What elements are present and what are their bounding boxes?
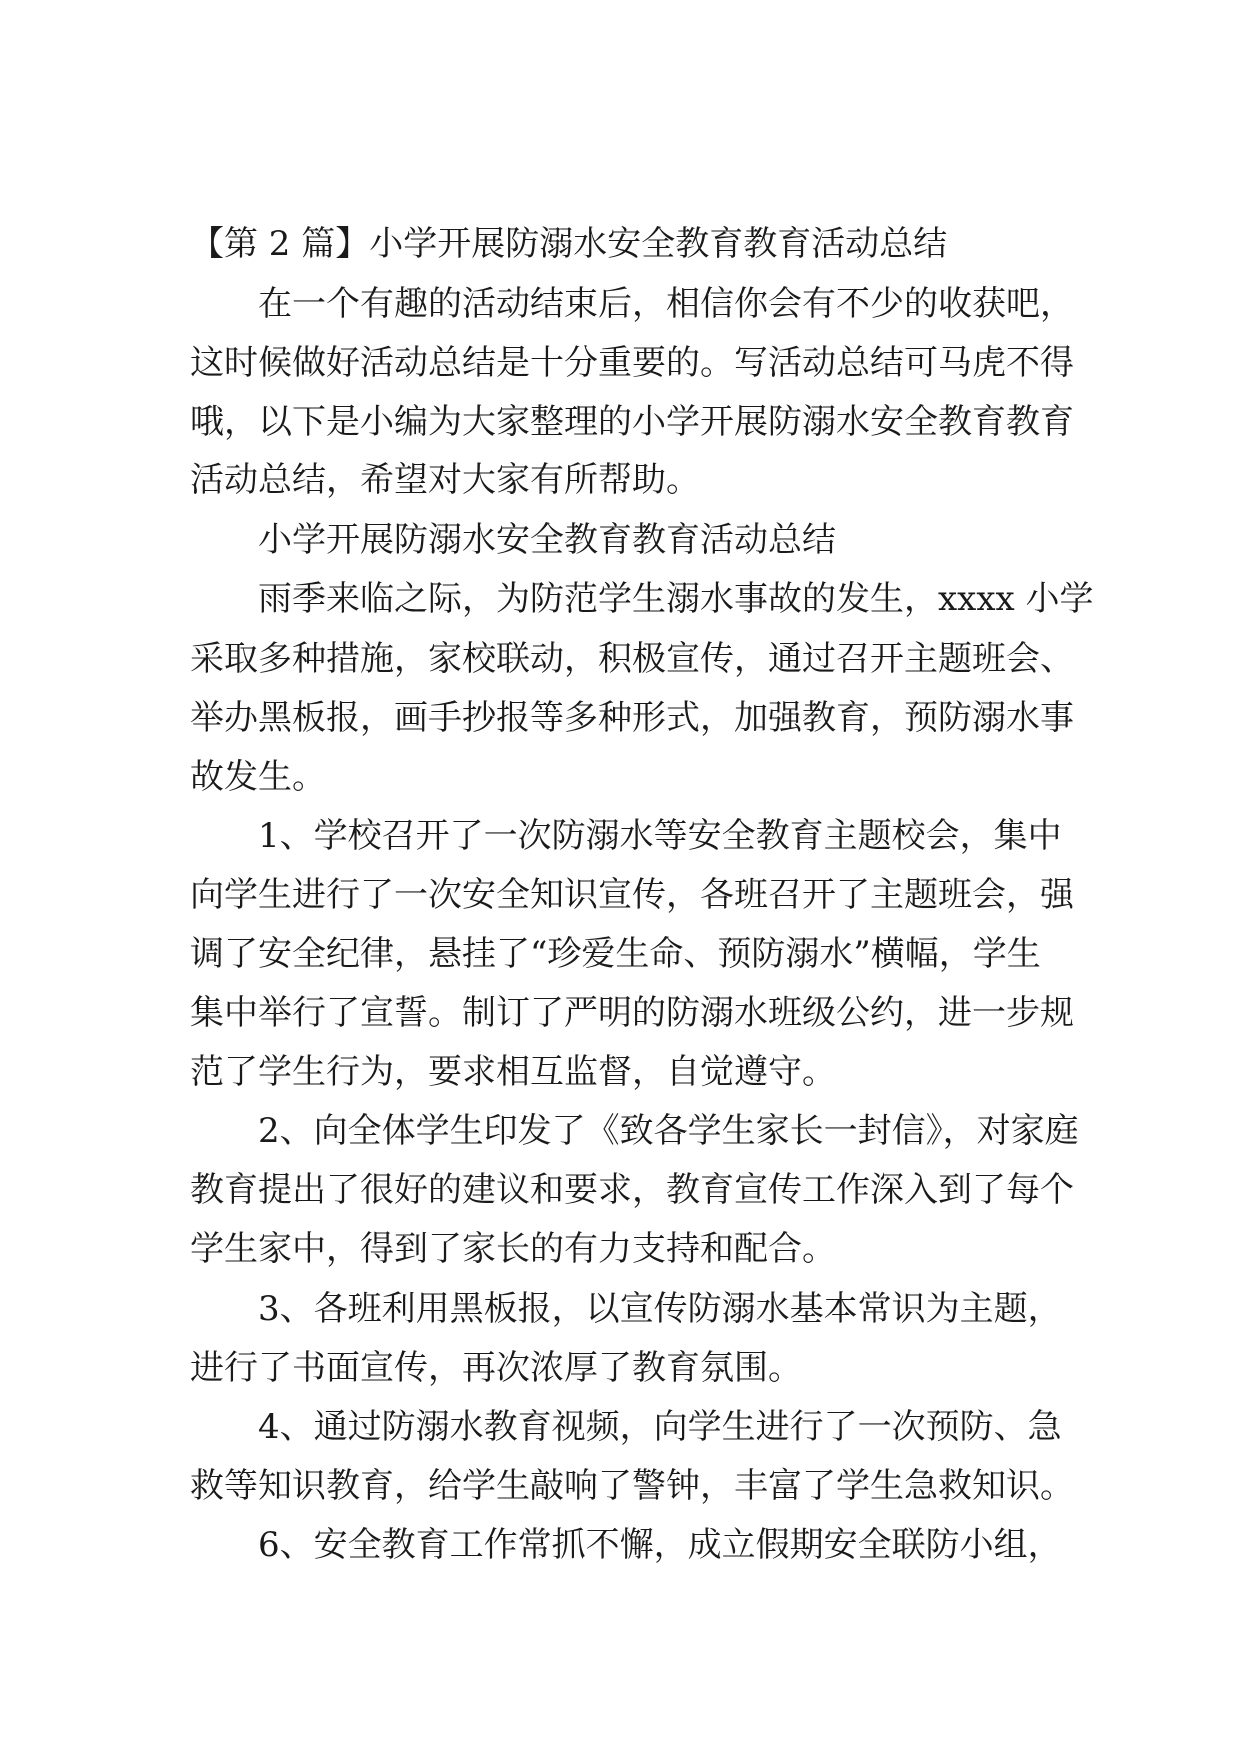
paragraph-line: 3、各班利用黑板报，以宣传防溺水基本常识为主题， (258, 1289, 1062, 1329)
paragraph-line: 采取多种措施，家校联动，积极宣传，通过召开主题班会、 (190, 639, 1074, 679)
paragraph-line: 4、通过防溺水教育视频，向学生进行了一次预防、急 (258, 1407, 1062, 1447)
paragraph-line: 活动总结，希望对大家有所帮助。 (190, 460, 700, 500)
paragraph-line: 向学生进行了一次安全知识宣传，各班召开了主题班会，强 (190, 875, 1074, 915)
paragraph-line: 哦，以下是小编为大家整理的小学开展防溺水安全教育教育 (190, 402, 1074, 442)
paragraph-line: 2、向全体学生印发了《致各学生家长一封信》，对家庭 (258, 1111, 1079, 1151)
paragraph-line: 雨季来临之际，为防范学生溺水事故的发生，xxxx 小学 (258, 579, 1094, 619)
paragraph-line: 故发生。 (190, 757, 326, 797)
section-heading: 小学开展防溺水安全教育教育活动总结 (258, 520, 836, 560)
paragraph-line: 学生家中，得到了家长的有力支持和配合。 (190, 1229, 836, 1269)
paragraph-line: 教育提出了很好的建议和要求，教育宣传工作深入到了每个 (190, 1170, 1074, 1210)
paragraph-line: 1、学校召开了一次防溺水等安全教育主题校会，集中 (258, 816, 1062, 856)
paragraph-line: 进行了书面宣传，再次浓厚了教育氛围。 (190, 1348, 802, 1388)
paragraph-line: 集中举行了宣誓。制订了严明的防溺水班级公约，进一步规 (190, 993, 1074, 1033)
paragraph-line: 救等知识教育，给学生敲响了警钟，丰富了学生急救知识。 (190, 1466, 1074, 1506)
paragraph-line: 在一个有趣的活动结束后，相信你会有不少的收获吧， (258, 284, 1074, 324)
paragraph-line: 这时候做好活动总结是十分重要的。写活动总结可马虎不得 (190, 343, 1074, 383)
paragraph-line: 调了安全纪律，悬挂了“珍爱生命、预防溺水”横幅，学生 (190, 934, 1041, 974)
paragraph-line: 范了学生行为，要求相互监督，自觉遵守。 (190, 1052, 836, 1092)
document-title: 【第 2 篇】小学开展防溺水安全教育教育活动总结 (190, 224, 948, 264)
paragraph-line: 举办黑板报，画手抄报等多种形式，加强教育，预防溺水事 (190, 698, 1074, 738)
paragraph-line: 6、安全教育工作常抓不懈，成立假期安全联防小组， (258, 1525, 1062, 1565)
